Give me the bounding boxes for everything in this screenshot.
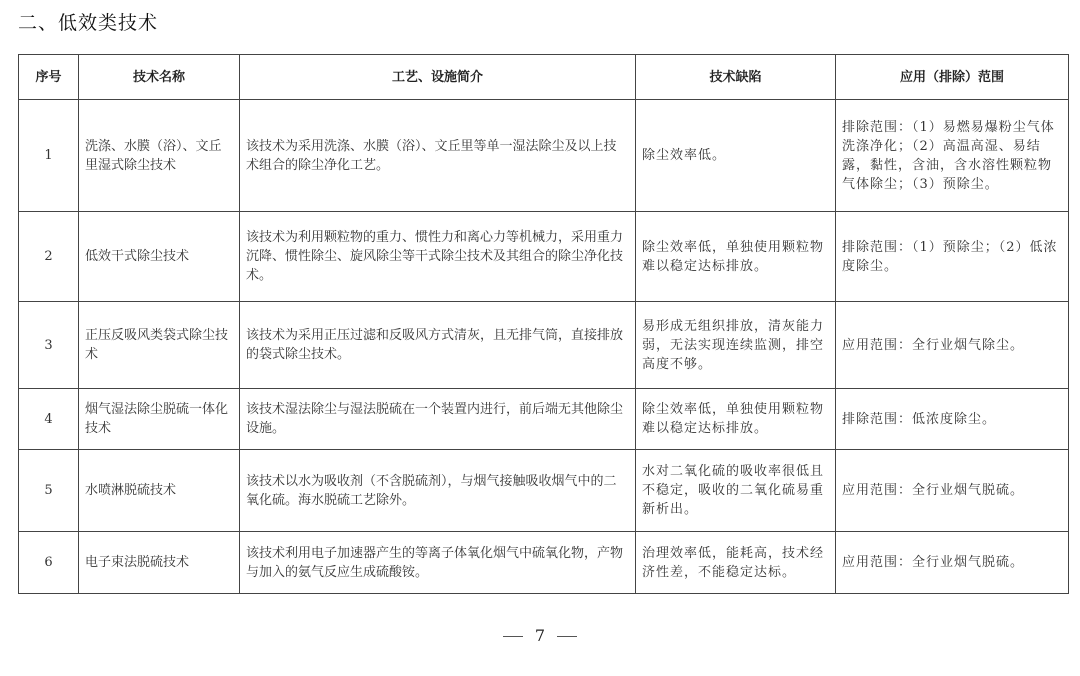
table-row: [19, 212, 1069, 302]
row-name: 电子束法脱硫技术: [79, 532, 240, 594]
header-no: 序号: [19, 55, 79, 100]
page-footer: [0, 626, 1080, 645]
header-scope: 应用（排除）范围: [836, 55, 1069, 100]
table-header-row: [19, 55, 1069, 100]
row-name: 水喷淋脱硫技术: [79, 450, 240, 532]
row-name: 烟气湿法除尘脱硫一体化技术: [79, 389, 240, 450]
table-row: [19, 450, 1069, 532]
row-process: 该技术湿法除尘与湿法脱硫在一个装置内进行，前后端无其他除尘设施。: [240, 389, 636, 450]
row-defect: 水对二氧化硫的吸收率很低且不稳定，吸收的二氧化硫易重新析出。: [636, 450, 836, 532]
row-scope: 排除范围：低浓度除尘。: [836, 389, 1069, 450]
dash-right-decoration: [557, 636, 577, 637]
row-name: 洗涤、水膜（浴）、文丘里湿式除尘技术: [79, 100, 240, 212]
row-no: 2: [19, 212, 79, 302]
dash-left-decoration: [503, 636, 523, 637]
row-defect: 易形成无组织排放，清灰能力弱，无法实现连续监测，排空高度不够。: [636, 302, 836, 389]
row-scope: 应用范围：全行业烟气脱硫。: [836, 450, 1069, 532]
row-process: 该技术为采用正压过滤和反吸风方式清灰，且无排气筒，直接排放的袋式除尘技术。: [240, 302, 636, 389]
row-process: 该技术利用电子加速器产生的等离子体氧化烟气中硫氧化物，产物与加入的氨气反应生成硫酸铵。: [240, 532, 636, 594]
row-process: 该技术为利用颗粒物的重力、惯性力和离心力等机械力，采用重力沉降、惯性除尘、旋风除尘等干式除尘技术及其组合的除尘净化技术。: [240, 212, 636, 302]
header-process: 工艺、设施简介: [240, 55, 636, 100]
row-no: 1: [19, 100, 79, 212]
row-scope: 应用范围：全行业烟气脱硫。: [836, 532, 1069, 594]
header-defect: 技术缺陷: [636, 55, 836, 100]
row-name: 正压反吸风类袋式除尘技术: [79, 302, 240, 389]
table-row: [19, 532, 1069, 594]
row-scope: 排除范围：（1）预除尘；（2）低浓度除尘。: [836, 212, 1069, 302]
row-defect: 治理效率低，能耗高，技术经济性差，不能稳定达标。: [636, 532, 836, 594]
row-process: 该技术以水为吸收剂（不含脱硫剂），与烟气接触吸收烟气中的二氧化硫。海水脱硫工艺除外。: [240, 450, 636, 532]
header-name: 技术名称: [79, 55, 240, 100]
row-no: 3: [19, 302, 79, 389]
table-row: [19, 100, 1069, 212]
section-title: 二、低效类技术: [18, 12, 159, 34]
row-scope: 排除范围：（1）易燃易爆粉尘气体洗涤净化；（2）高温高湿、易结露，黏性，含油，含水溶性颗粒物气体除尘；（3）预除尘。: [836, 100, 1069, 212]
row-no: 6: [19, 532, 79, 594]
row-defect: 除尘效率低。: [636, 100, 836, 212]
row-no: 5: [19, 450, 79, 532]
low-efficiency-tech-table: [18, 54, 1069, 594]
page-number: 7: [534, 626, 546, 645]
row-no: 4: [19, 389, 79, 450]
row-process: 该技术为采用洗涤、水膜（浴）、文丘里等单一湿法除尘及以上技术组合的除尘净化工艺。: [240, 100, 636, 212]
table-row: [19, 389, 1069, 450]
row-scope: 应用范围：全行业烟气除尘。: [836, 302, 1069, 389]
row-defect: 除尘效率低，单独使用颗粒物难以稳定达标排放。: [636, 212, 836, 302]
table-row: [19, 302, 1069, 389]
row-defect: 除尘效率低，单独使用颗粒物难以稳定达标排放。: [636, 389, 836, 450]
row-name: 低效干式除尘技术: [79, 212, 240, 302]
